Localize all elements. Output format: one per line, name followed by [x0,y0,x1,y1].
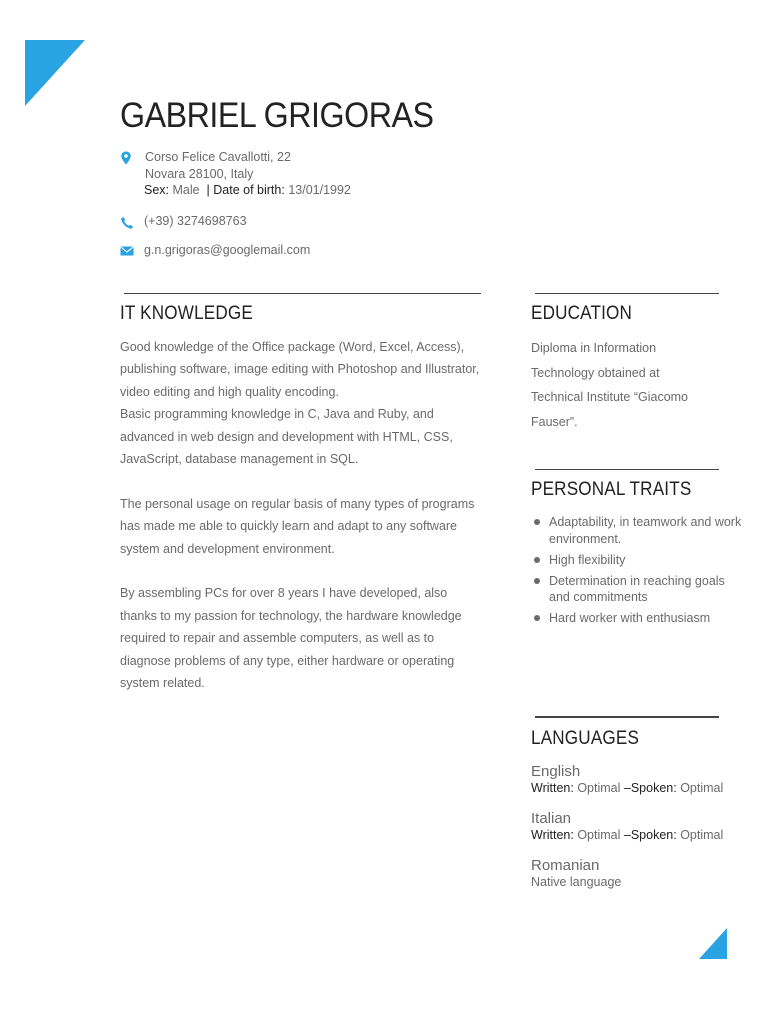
it-knowledge-body [120,336,486,694]
section-title-personal-traits: PERSONAL TRAITS [531,479,692,500]
corner-triangle-bottom-right [699,928,727,959]
trait-text: High flexibility [549,552,626,567]
trait-text: Adaptability, in teamwork and work environment. [549,515,742,546]
sex-label: Sex: [144,183,170,197]
language-name-romanian: Romanian [531,857,600,874]
phone-icon [120,216,134,230]
address-line-2: Novara 28100, Italy [145,166,254,181]
list-item [533,573,743,606]
trait-text: Determination in reaching goals and commitments [549,573,725,604]
spoken-label: –Spoken: [623,781,677,795]
location-pin-icon [119,151,133,165]
email-icon [120,244,134,258]
email-address: g.n.grigoras@googlemail.com [144,243,311,257]
personal-traits-list [533,514,743,631]
written-value: Optimal [577,828,621,842]
divider-it-knowledge [124,293,481,294]
it-knowledge-paragraph-3: The personal usage on regular basis of many types of programs has made me able to quickly learn and adapt to any software system and development environment. [120,496,475,556]
list-item [533,610,743,627]
personal-info-line [144,182,351,199]
language-name-english: English [531,763,581,780]
sex-value: Male [172,183,200,197]
divider-personal-traits [535,469,719,470]
bullet-icon [534,578,540,584]
trait-text: Hard worker with enthusiasm [549,611,711,625]
it-knowledge-paragraph-2: Basic programming knowledge in C, Java and Ruby, and advanced in web design and development with HTML, CSS, JavaScript, database management in SQL. [120,407,453,467]
phone-number: (+39) 3274698763 [144,214,247,228]
section-title-education: EDUCATION [531,303,633,324]
divider-languages [535,716,719,718]
language-note-romanian: Native language [531,875,622,889]
spoken-value: Optimal [680,828,724,842]
section-title-languages: LANGUAGES [531,728,640,749]
dob-value: 13/01/1992 [288,183,351,197]
spoken-label: –Spoken: [623,828,677,842]
bullet-icon [534,557,540,563]
divider-education [535,293,719,294]
language-level-italian [531,828,723,842]
address-block [145,149,291,182]
language-name-italian: Italian [531,810,572,827]
bullet-icon [534,519,540,525]
it-knowledge-paragraph-1: Good knowledge of the Office package (Word, Excel, Access), publishing software, image editing with Photoshop and Illustrator, video editing and high quality encoding. [120,340,480,399]
language-level-english [531,781,723,795]
section-title-it-knowledge: IT KNOWLEDGE [120,303,253,324]
list-item [533,552,743,569]
corner-triangle-top-left [25,40,85,106]
written-value: Optimal [577,781,621,795]
written-label: Written: [531,828,574,842]
page-title: GABRIEL GRIGORAS [120,96,434,135]
dob-label: | Date of birth: [206,183,285,197]
written-label: Written: [531,781,574,795]
list-item [533,514,743,547]
spoken-value: Optimal [680,781,724,795]
bullet-icon [534,615,540,621]
education-text: Diploma in Information Technology obtained at Technical Institute “Giacomo Fauser”. [531,341,689,429]
address-line-1: Corso Felice Cavallotti, 22 [145,150,291,164]
it-knowledge-paragraph-4: By assembling PCs for over 8 years I have developed, also thanks to my passion for technology, the hardware knowledge required to repair and assemble computers, as well as to diagnose problems of any type, either hardware or operating system related. [120,586,462,691]
